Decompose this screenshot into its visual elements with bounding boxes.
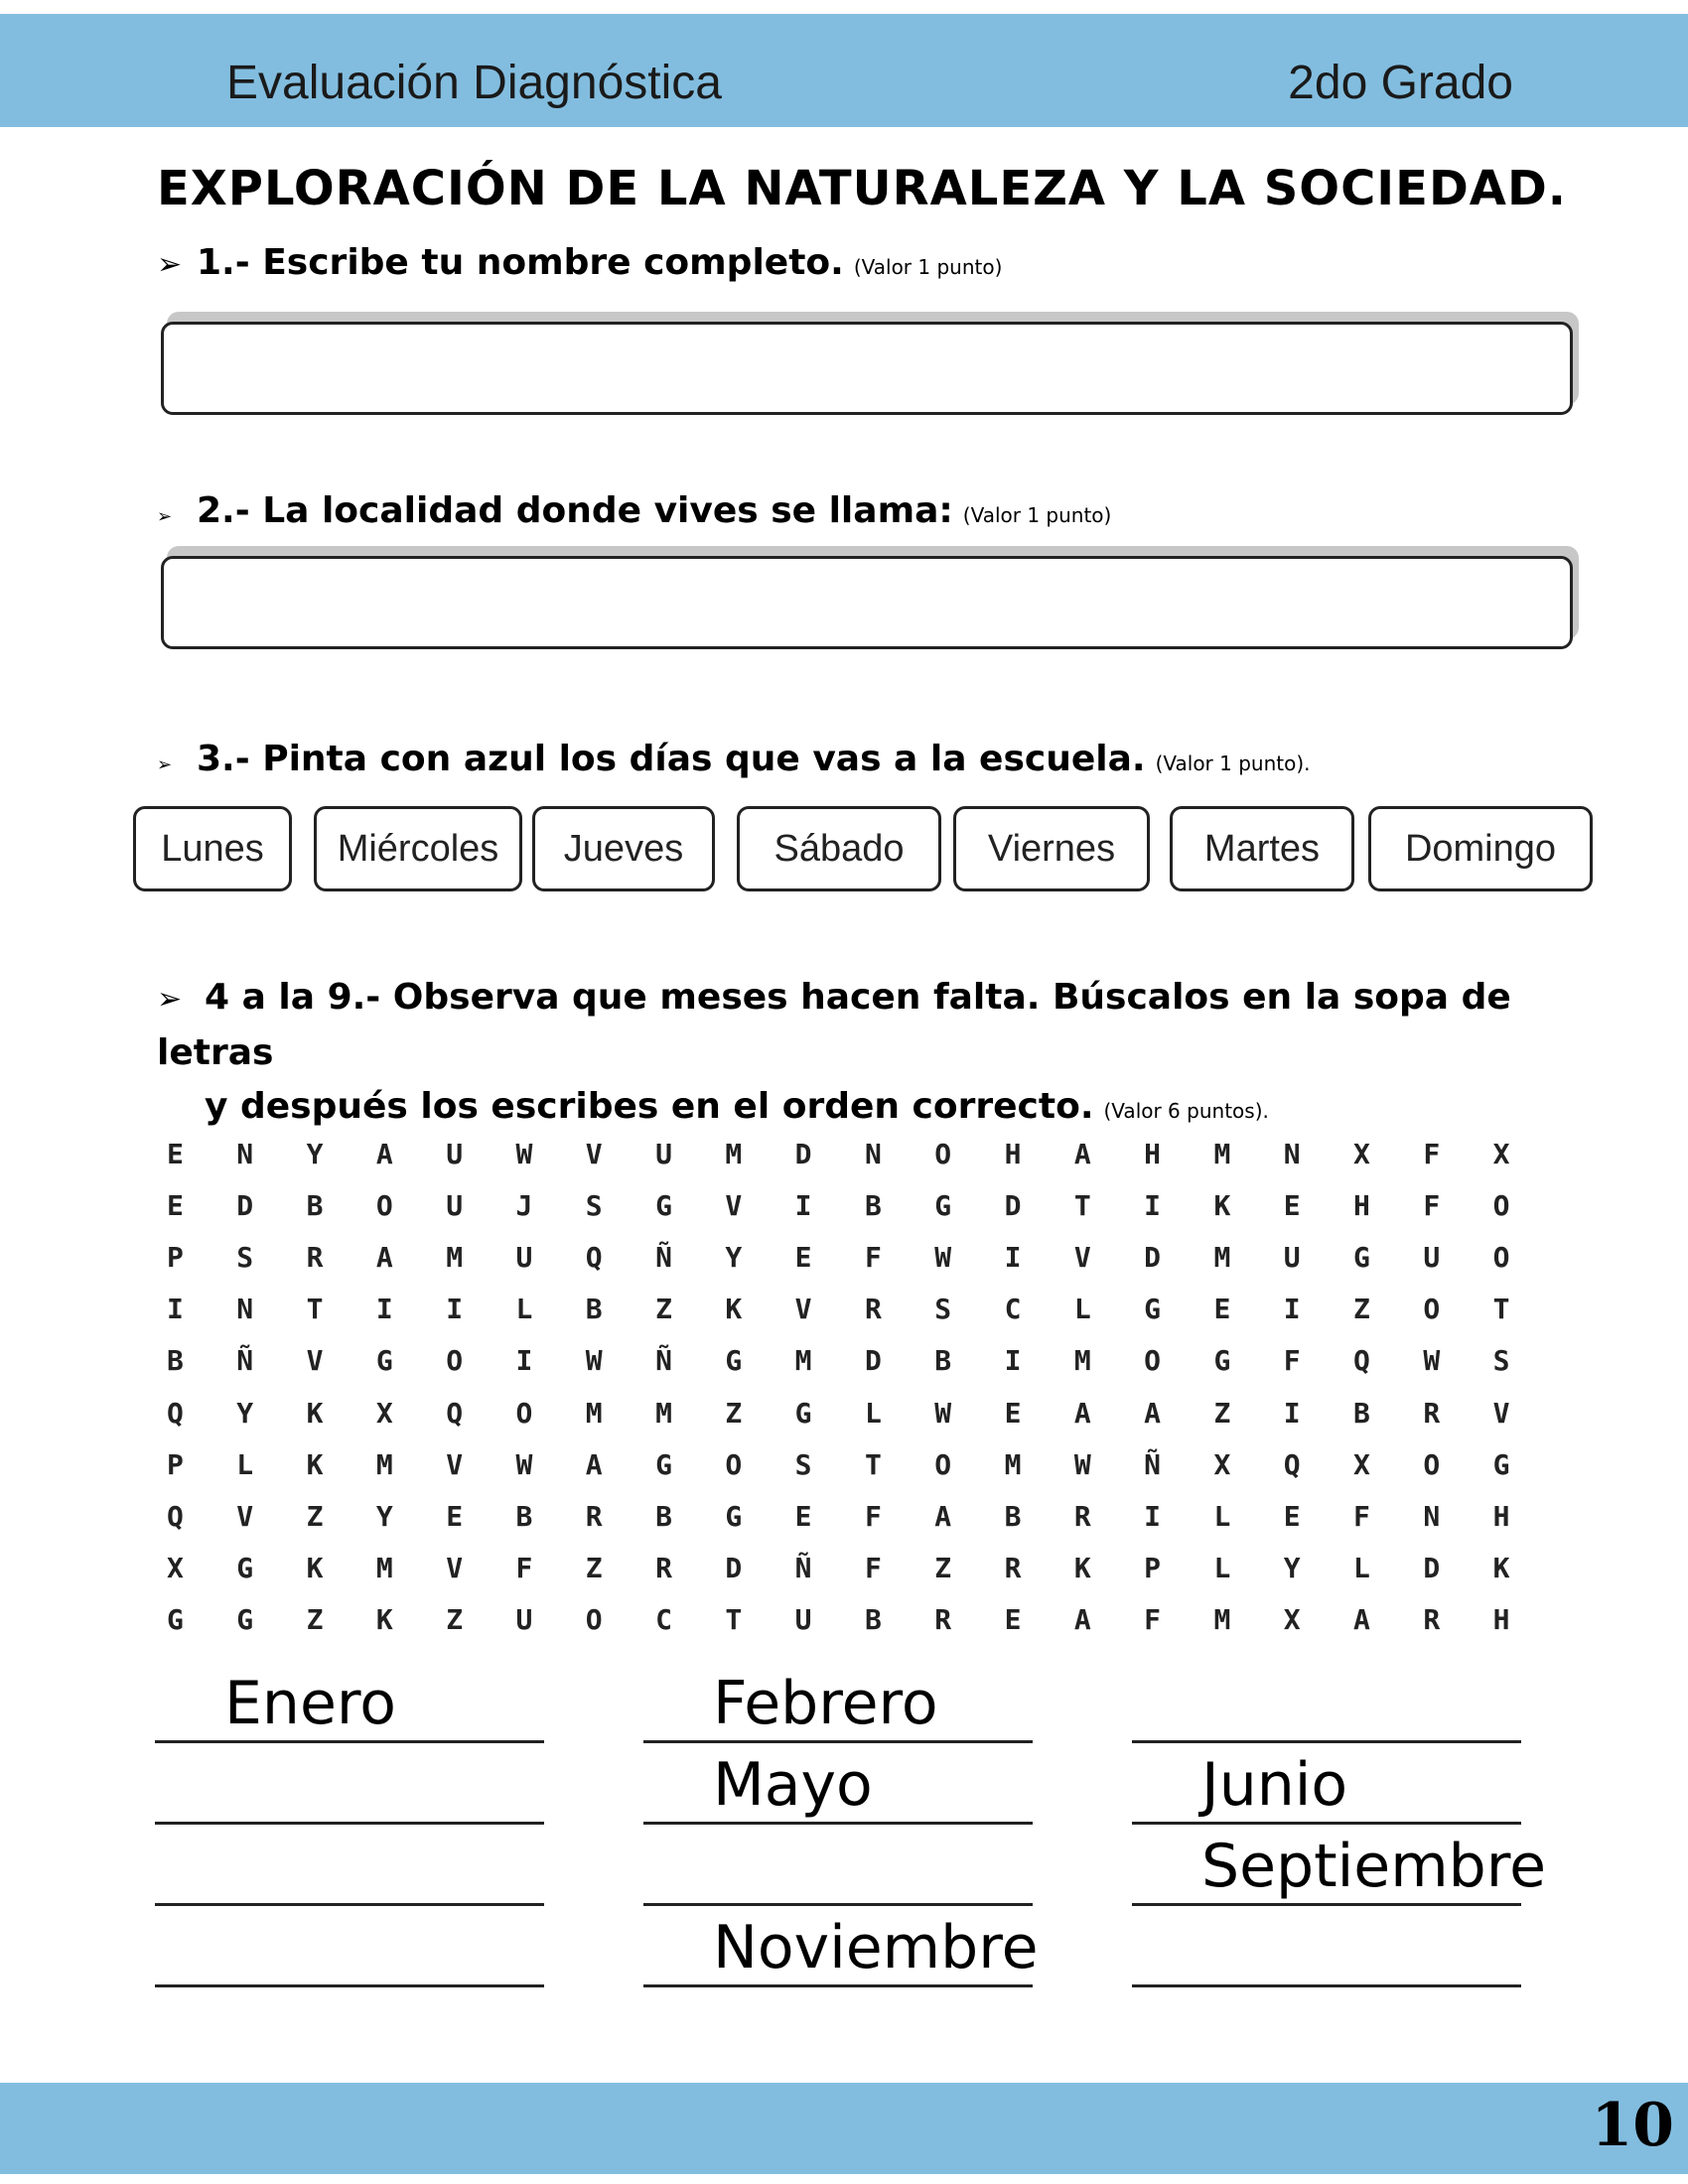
word-search-letter[interactable]: R xyxy=(655,1552,672,1585)
word-search-letter[interactable]: H xyxy=(1144,1137,1162,1170)
word-search-letter[interactable]: X xyxy=(1353,1447,1370,1481)
word-search-letter[interactable]: A xyxy=(1144,1396,1162,1430)
month-answer: Febrero xyxy=(713,1669,938,1738)
word-search-letter[interactable]: K xyxy=(1492,1552,1510,1585)
word-search-letter[interactable]: M xyxy=(1004,1447,1022,1481)
word-search-letter[interactable]: S xyxy=(585,1188,603,1222)
month-answer: Noviembre xyxy=(713,1913,1039,1982)
header-bar xyxy=(0,14,1688,127)
question-2-text: 2.- La localidad donde vives se llama: xyxy=(197,490,953,531)
word-search-letter[interactable]: M xyxy=(1213,1137,1231,1170)
word-search-letter[interactable]: P xyxy=(1144,1552,1162,1585)
question-1-value: (Valor 1 punto) xyxy=(853,255,1003,279)
word-search-letter[interactable]: V xyxy=(446,1552,464,1585)
word-search-letter[interactable]: O xyxy=(934,1447,952,1481)
word-search-letter[interactable]: T xyxy=(725,1603,743,1637)
word-search-letter[interactable]: U xyxy=(515,1603,533,1637)
word-search-letter[interactable]: Y xyxy=(306,1137,324,1170)
word-search-letter[interactable]: O xyxy=(515,1396,533,1430)
word-search-letter[interactable]: L xyxy=(1213,1499,1231,1533)
word-search-letter[interactable]: D xyxy=(864,1344,882,1378)
word-search-letter[interactable]: D xyxy=(1144,1240,1162,1274)
question-4-line2: y después los escribes en el orden correcto. xyxy=(205,1086,1094,1127)
word-search-letter[interactable]: X xyxy=(1283,1603,1301,1637)
word-search-letter[interactable]: R xyxy=(1423,1396,1441,1430)
header-title: Evaluación Diagnóstica xyxy=(226,57,722,109)
word-search-letter[interactable]: X xyxy=(167,1552,184,1585)
word-search-letter[interactable]: Q xyxy=(446,1396,464,1430)
word-search-letter[interactable]: C xyxy=(1004,1293,1022,1326)
word-search-letter[interactable]: J xyxy=(515,1188,533,1222)
word-search-letter[interactable]: D xyxy=(236,1188,254,1222)
word-search-letter[interactable]: T xyxy=(1073,1188,1091,1222)
word-search-letter[interactable]: A xyxy=(1073,1396,1091,1430)
word-search-letter[interactable]: Z xyxy=(725,1396,743,1430)
word-search-letter[interactable]: O xyxy=(446,1344,464,1378)
question-3-value: (Valor 1 punto). xyxy=(1155,751,1311,775)
word-search-letter[interactable]: L xyxy=(1073,1293,1091,1326)
word-search-letter[interactable]: A xyxy=(934,1499,952,1533)
month-line[interactable] xyxy=(155,1668,544,1743)
word-search-letter[interactable]: U xyxy=(446,1188,464,1222)
arrow-bullet-icon: ➢ xyxy=(157,506,173,527)
word-search-letter[interactable]: F xyxy=(1423,1137,1441,1170)
section-title: EXPLORACIÓN DE LA NATURALEZA Y LA SOCIEDAD. xyxy=(157,161,1568,216)
month-line[interactable] xyxy=(1132,1749,1521,1825)
word-search-letter[interactable]: G xyxy=(375,1344,393,1378)
word-search-letter[interactable]: E xyxy=(1283,1188,1301,1222)
word-search-letter[interactable]: H xyxy=(1492,1499,1510,1533)
word-search-letter[interactable]: F xyxy=(515,1552,533,1585)
word-search-letter[interactable]: Y xyxy=(725,1240,743,1274)
word-search-letter[interactable]: R xyxy=(585,1499,603,1533)
word-search-letter[interactable]: V xyxy=(794,1293,812,1326)
word-search-letter[interactable]: L xyxy=(864,1396,882,1430)
word-search-letter[interactable]: M xyxy=(585,1396,603,1430)
word-search-letter[interactable]: Q xyxy=(167,1499,184,1533)
month-answer: Junio xyxy=(1201,1750,1348,1820)
word-search-letter[interactable]: Z xyxy=(1353,1293,1370,1326)
word-search-letter[interactable]: X xyxy=(375,1396,393,1430)
locality-answer-box[interactable] xyxy=(161,556,1573,649)
word-search-letter[interactable]: B xyxy=(864,1188,882,1222)
word-search-letter[interactable]: F xyxy=(864,1240,882,1274)
question-2-value: (Valor 1 punto) xyxy=(962,503,1112,527)
day-button-domingo[interactable]: Domingo xyxy=(1368,806,1593,891)
word-search-letter[interactable]: I xyxy=(515,1344,533,1378)
word-search-letter[interactable]: B xyxy=(655,1499,672,1533)
word-search-letter[interactable]: F xyxy=(1353,1499,1370,1533)
word-search-letter[interactable]: O xyxy=(375,1188,393,1222)
month-line[interactable] xyxy=(155,1749,544,1825)
word-search-letter[interactable]: S xyxy=(236,1240,254,1274)
word-search-letter[interactable]: R xyxy=(934,1603,952,1637)
word-search-letter[interactable]: Ñ xyxy=(236,1344,254,1378)
month-line[interactable] xyxy=(155,1831,544,1906)
word-search-letter[interactable]: I xyxy=(167,1293,184,1326)
word-search-letter[interactable]: L xyxy=(515,1293,533,1326)
word-search-letter[interactable]: Y xyxy=(375,1499,393,1533)
word-search-letter[interactable]: U xyxy=(655,1137,672,1170)
word-search-letter[interactable]: C xyxy=(655,1603,672,1637)
word-search-letter[interactable]: V xyxy=(725,1188,743,1222)
word-search-letter[interactable]: V xyxy=(1073,1240,1091,1274)
word-search-letter[interactable]: Ñ xyxy=(655,1240,672,1274)
word-search-letter[interactable]: K xyxy=(375,1603,393,1637)
word-search-letter[interactable]: G xyxy=(1144,1293,1162,1326)
word-search-letter[interactable]: U xyxy=(1423,1240,1441,1274)
day-button-lunes[interactable]: Lunes xyxy=(133,806,292,891)
word-search-letter[interactable]: H xyxy=(1353,1188,1370,1222)
header-grade: 2do Grado xyxy=(1288,57,1513,109)
word-search-letter[interactable]: Y xyxy=(1283,1552,1301,1585)
word-search-letter[interactable]: S xyxy=(794,1447,812,1481)
word-search-letter[interactable]: G xyxy=(655,1188,672,1222)
word-search-letter[interactable]: K xyxy=(306,1447,324,1481)
month-line[interactable] xyxy=(155,1912,544,1987)
word-search-letter[interactable]: T xyxy=(864,1447,882,1481)
word-search-letter[interactable]: I xyxy=(446,1293,464,1326)
word-search-letter[interactable]: M xyxy=(1213,1603,1231,1637)
word-search-letter[interactable]: Z xyxy=(306,1603,324,1637)
word-search-letter[interactable]: Z xyxy=(306,1499,324,1533)
arrow-bullet-icon: ➢ xyxy=(157,982,183,1017)
word-search-letter[interactable]: V xyxy=(1492,1396,1510,1430)
arrow-bullet-icon: ➢ xyxy=(157,247,183,282)
word-search-letter[interactable]: S xyxy=(1492,1344,1510,1378)
word-search-letter[interactable]: I xyxy=(1144,1499,1162,1533)
word-search-letter[interactable]: B xyxy=(167,1344,184,1378)
arrow-bullet-icon: ➢ xyxy=(157,754,173,775)
word-search-letter[interactable]: Ñ xyxy=(794,1552,812,1585)
word-search-letter[interactable]: K xyxy=(306,1552,324,1585)
word-search-letter[interactable]: Q xyxy=(167,1396,184,1430)
word-search-grid[interactable] xyxy=(159,1128,1555,1646)
word-search-letter[interactable]: W xyxy=(934,1240,952,1274)
month-answer: Enero xyxy=(224,1669,396,1738)
word-search-letter[interactable]: G xyxy=(1213,1344,1231,1378)
question-2 xyxy=(157,490,1111,531)
word-search-letter[interactable]: V xyxy=(306,1344,324,1378)
month-line[interactable] xyxy=(1132,1831,1546,1906)
word-search-letter[interactable]: Z xyxy=(934,1552,952,1585)
day-button-martes[interactable]: Martes xyxy=(1170,806,1354,891)
word-search-letter[interactable]: F xyxy=(1423,1188,1441,1222)
word-search-letter[interactable]: N xyxy=(1423,1499,1441,1533)
word-search-letter[interactable]: L xyxy=(236,1447,254,1481)
word-search-letter[interactable]: I xyxy=(794,1188,812,1222)
word-search-letter[interactable]: P xyxy=(167,1447,184,1481)
word-search-letter[interactable]: Y xyxy=(236,1396,254,1430)
word-search-letter[interactable]: E xyxy=(794,1499,812,1533)
word-search-letter[interactable]: O xyxy=(934,1137,952,1170)
word-search-letter[interactable]: G xyxy=(1353,1240,1370,1274)
word-search-letter[interactable]: O xyxy=(1492,1188,1510,1222)
word-search-letter[interactable]: V xyxy=(446,1447,464,1481)
word-search-letter[interactable]: Z xyxy=(585,1552,603,1585)
word-search-letter[interactable]: W xyxy=(515,1447,533,1481)
word-search-letter[interactable]: X xyxy=(1213,1447,1231,1481)
word-search-letter[interactable]: U xyxy=(515,1240,533,1274)
word-search-letter[interactable]: M xyxy=(1073,1344,1091,1378)
word-search-letter[interactable]: A xyxy=(1073,1603,1091,1637)
word-search-letter[interactable]: K xyxy=(725,1293,743,1326)
question-4-value: (Valor 6 puntos). xyxy=(1103,1099,1269,1123)
question-4-9 xyxy=(157,971,1587,1138)
word-search-letter[interactable]: H xyxy=(1492,1603,1510,1637)
word-search-letter[interactable]: E xyxy=(1004,1396,1022,1430)
word-search-letter[interactable]: S xyxy=(934,1293,952,1326)
word-search-letter[interactable]: W xyxy=(1423,1344,1441,1378)
word-search-letter[interactable]: I xyxy=(1283,1293,1301,1326)
word-search-letter[interactable]: R xyxy=(864,1293,882,1326)
word-search-letter[interactable]: O xyxy=(1492,1240,1510,1274)
word-search-letter[interactable]: Q xyxy=(1353,1344,1370,1378)
month-line[interactable] xyxy=(643,1912,1039,1987)
month-line[interactable] xyxy=(643,1831,1033,1906)
word-search-letter[interactable]: T xyxy=(306,1293,324,1326)
word-search-letter[interactable]: B xyxy=(1004,1499,1022,1533)
word-search-letter[interactable]: V xyxy=(236,1499,254,1533)
word-search-letter[interactable]: F xyxy=(864,1552,882,1585)
word-search-letter[interactable]: G xyxy=(794,1396,812,1430)
month-line[interactable] xyxy=(1132,1668,1521,1743)
word-search-letter[interactable]: T xyxy=(1492,1293,1510,1326)
word-search-letter[interactable]: Q xyxy=(1283,1447,1301,1481)
word-search-letter[interactable]: W xyxy=(515,1137,533,1170)
word-search-letter[interactable]: M xyxy=(1213,1240,1231,1274)
word-search-letter[interactable]: Z xyxy=(446,1603,464,1637)
month-line[interactable] xyxy=(643,1749,1033,1825)
word-search-letter[interactable]: X xyxy=(1492,1137,1510,1170)
question-1 xyxy=(157,242,1002,283)
word-search-letter[interactable]: N xyxy=(1283,1137,1301,1170)
day-button-sabado[interactable]: Sábado xyxy=(737,806,941,891)
month-line[interactable] xyxy=(643,1668,1033,1743)
word-search-letter[interactable]: G xyxy=(934,1188,952,1222)
word-search-letter[interactable]: U xyxy=(1283,1240,1301,1274)
word-search-letter[interactable]: O xyxy=(725,1447,743,1481)
word-search-letter[interactable]: O xyxy=(1423,1293,1441,1326)
word-search-letter[interactable]: D xyxy=(1423,1552,1441,1585)
question-1-text: 1.- Escribe tu nombre completo. xyxy=(197,242,844,283)
word-search-letter[interactable]: B xyxy=(585,1293,603,1326)
word-search-letter[interactable]: D xyxy=(725,1552,743,1585)
word-search-letter[interactable]: R xyxy=(1423,1603,1441,1637)
word-search-letter[interactable]: G xyxy=(167,1603,184,1637)
word-search-letter[interactable]: E xyxy=(167,1188,184,1222)
word-search-letter[interactable]: B xyxy=(864,1603,882,1637)
name-answer-box[interactable] xyxy=(161,322,1573,415)
word-search-letter[interactable]: A xyxy=(585,1447,603,1481)
word-search-letter[interactable]: E xyxy=(1213,1293,1231,1326)
word-search-letter[interactable]: L xyxy=(1353,1552,1370,1585)
word-search-letter[interactable]: O xyxy=(1423,1447,1441,1481)
word-search-letter[interactable]: D xyxy=(794,1137,812,1170)
word-search-letter[interactable]: Z xyxy=(1213,1396,1231,1430)
word-search-letter[interactable]: Ñ xyxy=(655,1344,672,1378)
word-search-letter[interactable]: M xyxy=(375,1552,393,1585)
word-search-letter[interactable]: B xyxy=(515,1499,533,1533)
day-button-viernes[interactable]: Viernes xyxy=(953,806,1150,891)
word-search-letter[interactable]: M xyxy=(375,1447,393,1481)
month-line[interactable] xyxy=(1132,1912,1521,1987)
day-button-miercoles[interactable]: Miércoles xyxy=(314,806,522,891)
question-3-text: 3.- Pinta con azul los días que vas a la escuela. xyxy=(197,739,1146,779)
word-search-letter[interactable]: E xyxy=(794,1240,812,1274)
word-search-letter[interactable]: G xyxy=(655,1447,672,1481)
page-number: 10 xyxy=(1591,2091,1674,2160)
word-search-letter[interactable]: I xyxy=(1144,1188,1162,1222)
word-search-letter[interactable]: N xyxy=(864,1137,882,1170)
word-search-letter[interactable]: E xyxy=(167,1137,184,1170)
word-search-letter[interactable]: F xyxy=(1283,1344,1301,1378)
word-search-letter[interactable]: Ñ xyxy=(1144,1447,1162,1481)
word-search-letter[interactable]: K xyxy=(1213,1188,1231,1222)
question-3 xyxy=(157,739,1311,779)
word-search-letter[interactable]: G xyxy=(236,1552,254,1585)
word-search-letter[interactable]: A xyxy=(375,1137,393,1170)
word-search-letter[interactable]: G xyxy=(725,1344,743,1378)
word-search-letter[interactable]: I xyxy=(1004,1240,1022,1274)
word-search-letter[interactable]: H xyxy=(1004,1137,1022,1170)
word-search-letter[interactable]: D xyxy=(1004,1188,1022,1222)
word-search-letter[interactable]: W xyxy=(1073,1447,1091,1481)
word-search-letter[interactable]: A xyxy=(375,1240,393,1274)
word-search-letter[interactable]: B xyxy=(306,1188,324,1222)
word-search-letter[interactable]: P xyxy=(167,1240,184,1274)
word-search-letter[interactable]: G xyxy=(1492,1447,1510,1481)
word-search-letter[interactable]: E xyxy=(1004,1603,1022,1637)
question-4-line1: 4 a la 9.- Observa que meses hacen falta. Búscalos en la sopa de letras xyxy=(157,977,1511,1073)
word-search-letter[interactable]: G xyxy=(236,1603,254,1637)
day-button-jueves[interactable]: Jueves xyxy=(532,806,715,891)
word-search-letter[interactable]: G xyxy=(725,1499,743,1533)
word-search-letter[interactable]: B xyxy=(934,1344,952,1378)
month-answer: Septiembre xyxy=(1201,1832,1546,1901)
word-search-letter[interactable]: I xyxy=(1004,1344,1022,1378)
word-search-letter[interactable]: F xyxy=(1144,1603,1162,1637)
word-search-letter[interactable]: N xyxy=(236,1137,254,1170)
word-search-letter[interactable]: K xyxy=(1073,1552,1091,1585)
word-search-letter[interactable]: M xyxy=(725,1137,743,1170)
days-row xyxy=(133,806,1593,897)
word-search-letter[interactable]: U xyxy=(794,1603,812,1637)
word-search-letter[interactable]: I xyxy=(1283,1396,1301,1430)
word-search-letter[interactable]: A xyxy=(1353,1603,1370,1637)
footer-bar xyxy=(0,2083,1688,2174)
word-search-letter[interactable]: M xyxy=(446,1240,464,1274)
word-search-letter[interactable]: R xyxy=(1073,1499,1091,1533)
word-search-letter[interactable]: R xyxy=(306,1240,324,1274)
word-search-letter[interactable]: E xyxy=(446,1499,464,1533)
months-answer-area xyxy=(155,1668,1546,1995)
word-search-letter[interactable]: W xyxy=(585,1344,603,1378)
word-search-letter[interactable]: X xyxy=(1353,1137,1370,1170)
word-search-letter[interactable]: V xyxy=(585,1137,603,1170)
word-search-letter[interactable]: Q xyxy=(585,1240,603,1274)
word-search-letter[interactable]: O xyxy=(1144,1344,1162,1378)
word-search-letter[interactable]: N xyxy=(236,1293,254,1326)
word-search-letter[interactable]: O xyxy=(585,1603,603,1637)
word-search-letter[interactable]: B xyxy=(1353,1396,1370,1430)
word-search-letter[interactable]: W xyxy=(934,1396,952,1430)
word-search-letter[interactable]: F xyxy=(864,1499,882,1533)
word-search-letter[interactable]: U xyxy=(446,1137,464,1170)
word-search-letter[interactable]: M xyxy=(655,1396,672,1430)
month-answer: Mayo xyxy=(713,1750,873,1820)
word-search-letter[interactable]: I xyxy=(375,1293,393,1326)
word-search-letter[interactable]: M xyxy=(794,1344,812,1378)
word-search-letter[interactable]: L xyxy=(1213,1552,1231,1585)
word-search-letter[interactable]: K xyxy=(306,1396,324,1430)
word-search-letter[interactable]: A xyxy=(1073,1137,1091,1170)
word-search-letter[interactable]: E xyxy=(1283,1499,1301,1533)
word-search-letter[interactable]: R xyxy=(1004,1552,1022,1585)
word-search-letter[interactable]: Z xyxy=(655,1293,672,1326)
